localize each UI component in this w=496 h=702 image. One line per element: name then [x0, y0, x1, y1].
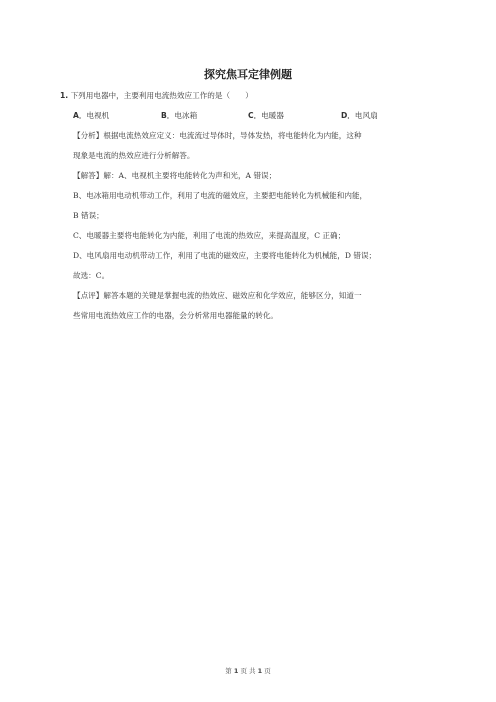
footer-prefix: 第 [225, 667, 232, 675]
page-footer [0, 666, 496, 675]
option-d-label: D． [341, 111, 355, 120]
footer-suffix: 页 [264, 667, 271, 675]
answer-line-6: 故选：C。 [73, 271, 110, 280]
option-b [161, 111, 197, 121]
analysis-line-1: 【分析】根据电流热效应定义：电流流过导体时，导体发热，将电能转化为内能，这种 [73, 131, 362, 140]
option-c-label: C． [248, 111, 262, 120]
footer-middle: 页 共 [240, 667, 256, 675]
answer-line-4: C、电暖器主要将电能转化为内能，利用了电流的热效应，来提高温度，C 正确； [73, 231, 346, 240]
answer-line-5: D、电风扇用电动机带动工作，利用了电流的磁效应，主要将电能转化为机械能，D 错误； [73, 251, 377, 260]
option-d-text: 电风扇 [354, 111, 378, 120]
option-a-label: A． [73, 111, 87, 120]
page-title: 探究焦耳定律例题 [204, 68, 292, 81]
option-b-label: B． [161, 111, 175, 120]
answer-line-1: 【解答】解：A、电视机主要将电能转化为声和光，A 错误； [73, 171, 277, 180]
answer-line-3: B 错误； [73, 211, 104, 220]
question-stem: 下列用电器中，主要利用电流热效应工作的是（ ） [70, 91, 253, 100]
option-b-text: 电冰箱 [174, 111, 198, 120]
footer-total-pages: 1 [257, 667, 263, 675]
answer-line-2: B、电冰箱用电动机带动工作，利用了电流的磁效应，主要把电能转化为机械能和内能， [73, 191, 368, 200]
option-a-text: 电视机 [86, 111, 110, 120]
comment-line-1: 【点评】解答本题的关键是掌握电流的热效应、磁效应和化学效应，能够区分，知道一 [73, 291, 362, 300]
option-d [341, 111, 378, 121]
question-line [60, 91, 253, 101]
question-number: 1. [60, 91, 69, 100]
option-c-text: 电暖器 [261, 111, 284, 120]
option-c [248, 111, 284, 121]
comment-line-2: 些常用电流热效应工作的电器，会分析常用电器能量的转化。 [73, 311, 279, 320]
analysis-line-2: 现象是电流的热效应进行分析解答。 [73, 151, 195, 160]
footer-page-number: 1 [233, 667, 239, 675]
option-a [73, 111, 109, 121]
